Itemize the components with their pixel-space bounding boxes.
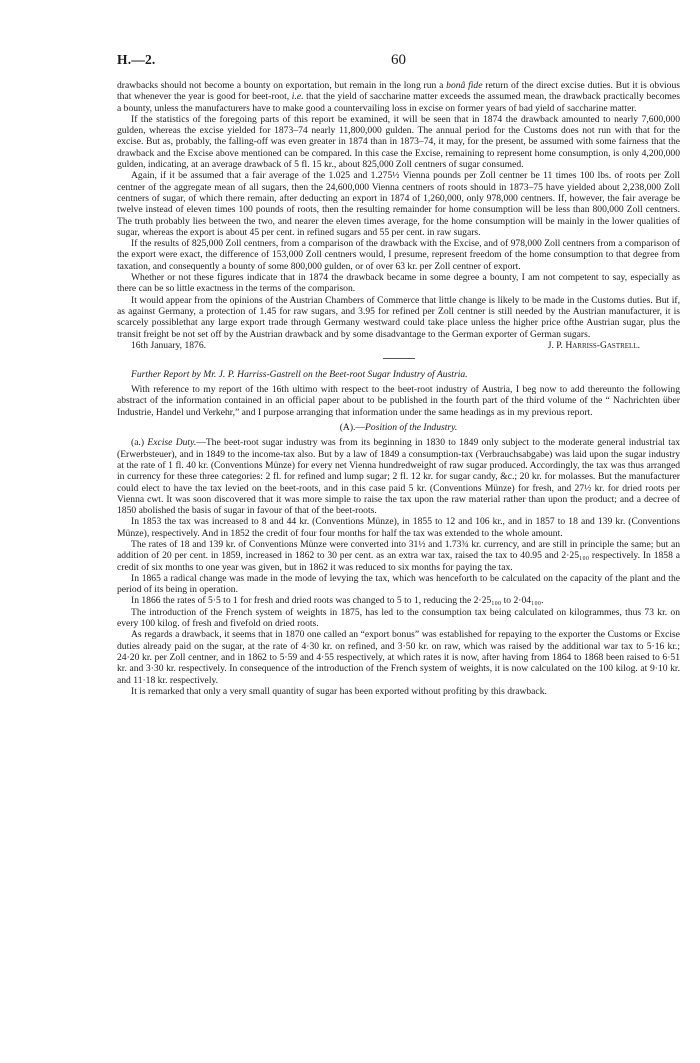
paragraph: If the statistics of the foregoing parts of this report be examined, it will be seen that in 1874 the drawback amounted to nearly 7,600,000 gulden, whereas the excise yielded for 1873–74 nearly 11,800,000 gulden. The annual period for the Customs does not run with that for the excise. But as, probably, the falling-off was even greater in 1874 than in 1873–74, it may, for the present, be assumed with some fairness that the drawback and the Excise above mentioned can be compared. In this case the Excise, remaining to represent home consumption, is only 4,200,000 gulden, indicating, at an average drawback of 5 fl. 15 kr., about 825,000 Zoll centners of sugar consumed. — [117, 113, 680, 171]
paragraph: In 1865 a radical change was made in the mode of levying the tax, which was henceforth to be calculated on the capacity of the plant and the period of its being in operation. — [117, 572, 680, 596]
header-reference: H.—2. — [117, 52, 156, 67]
document-page — [117, 52, 680, 697]
page-header — [117, 52, 680, 70]
section-heading: (A).—Position of the Industry. — [339, 422, 458, 434]
paragraph: If the results of 825,000 Zoll centners, from a comparison of the drawback with the Excise, and of 978,000 Zoll centners from a comparison of the export were exact, the difference of 153,000 Zoll centners would, I presume, represent freedom of the home consumption to that degree from taxation, and consequently a bounty of some 800,000 gulden, or of over 63 kr. per Zoll centner of export. — [117, 238, 680, 272]
paragraph: drawbacks should not become a bounty on exportation, but remain in the long run a bonâ fide return of the direct excise duties. But it is obvious that whenever the year is good for beet-root, i.e. that the yield of saccharine matter exceeds the assumed mean, the drawback practically becomes a bounty, unless the manufacturers have to make good a countervailing loss in excise on former years of bad yield of saccharine matter. — [117, 80, 680, 114]
further-report-title: Further Report by Mr. J. P. Harriss-Gastrell on the Beet-root Sugar Industry of Austria. — [131, 368, 468, 380]
paragraph: It would appear from the opinions of the Austrian Chambers of Commerce that little change is likely to be made in the Customs duties. But if, as against Germany, a protection of 1.45 for raw sugars, and 3.95 for refined per Zoll centner is still needed by the Austrian manufacturer, it is scarcely possiblethat any large export trade through Germany westward could take place unless the higher price ofthe Austrian sugar, plus the transit freight be not set off by the Austrian drawback and by some disadvantage to the German exporter of German sugars. — [117, 294, 680, 340]
signature-date: 16th January, 1876. — [131, 339, 207, 351]
paragraph: With reference to my report of the 16th ultimo with respect to the beet-root industry of Austria, I beg now to add thereunto the following abstract of the information contained in an official paper about to be published in the fourth part of the third volume of the “ Nachrichten über Industrie, Handel und Verkehr,” and I purpose arranging that information under the same headings as in my previous report. — [117, 384, 680, 418]
paragraph-excise-duty: (a.) Excise Duty.—The beet-root sugar industry was from its beginning in 1830 to 1849 only subject to the moderate general industrial tax (Erwerbsteuer), and in 1849 to the income-tax also. But by a law of 1849 a consumption-tax (Verbrauchsabgabe) was laid upon the sugar industry at the rate of 1 fl. 40 kr. (Conventions Münze) for every net Vienna hundredweight of raw sugar produced. Accordingly, the tax was thus arranged in currency for these three categories: 2 fl. for refined and lump sugar; 2 fl. 12 kr. for sugar candy, &c.; 20 kr. for molasses. But the manufacturer could elect to have the tax levied on the beet-roots, and in this case paid 5 kr. (Conventions Münze) for fresh, and 27½ kr. for dried roots per Vienna cwt. It was soon discovered that it was more simple to raise the tax upon the raw material rather than upon the product; and a decree of 1850 abolished the basis of sugar in favour of that of the beet-roots. — [117, 437, 680, 517]
signature-name: J. P. Harriss-Gastrell. — [547, 339, 640, 351]
paragraph: Again, if it be assumed that a fair average of the 1.025 and 1.275½ Vienna pounds per Zoll centner be 11 times 100 lbs. of roots per Zoll centner of the aggregate mean of all sugars, then the 24,600,000 Vienna centners of roots should in 1873–75 have yielded about 2,238,000 Zoll centners of sugar, of which there remain, after deducting an export in 1874 of 1,260,000, only 978,000 centners. If, however, the fair average be twelve instead of eleven times 100 pounds of roots, then the resulting remainder for home consumption will be less than 800,000 Zoll centners. The truth probably lies between the two, and nearer the eleven times average, for the home consumption will be mainly in the lower qualities of sugar, whereas the export is about 45 per cent. in refined sugars and 55 per cent. in raw sugars. — [117, 170, 680, 238]
signature-block — [117, 340, 680, 352]
excise-duty-heading: Excise Duty. — [147, 437, 197, 449]
paragraph: In 1866 the rates of 5·5 to 1 for fresh and dried roots was changed to 5 to 1, reducing the 2·25₁₀₀ to 2·04₁₀₀. — [131, 595, 544, 607]
paragraph: Whether or not these figures indicate that in 1874 the drawback became in some degree a bounty, I am not competent to say, especially as there can be so little exactness in the terms of the comparison. — [117, 272, 680, 295]
paragraph: As regards a drawback, it seems that in 1870 one called an “export bonus” was established for repaying to the exporter the Customs or Excise duties already paid on the sugar, at the rate of 4·30 kr. on refined, and 3·50 kr. on raw, which was raised by the additional war tax to 5·16 kr.; 24·20 kr. per Zoll centner, and in 1862 to 5·59 and 4·55 respectively, at which rates it is now, after having from 1864 to 1868 been raised to 6·51 kr. and 3·30 kr. respectively. In consequence of the introduction of the French system of weights, it is now calculated on the 100 kilog. at 9·10 kr. and 11·18 kr. respectively. — [117, 629, 680, 686]
paragraph: It is remarked that only a very small quantity of sugar has been exported without profiting by this drawback. — [131, 685, 547, 697]
paragraph: The introduction of the French system of weights in 1875, has led to the consumption tax being calculated on kilogrammes, thus 73 kr. on every 100 kilog. of fresh and fivefold on dried roots. — [117, 606, 680, 630]
paragraph: The rates of 18 and 139 kr. of Conventions Münze were converted into 31½ and 1.73¾ kr. currency, and are still in principle the same; but an addition of 20 per cent. in 1859, increased in 1862 to 30 per cent. as an extra war tax, raised the tax to 40.95 and 2·25₁₀₀ respectively. In 1858 a credit of six months to one year was given, but in 1862 it was reduced to six months for paying the tax. — [117, 538, 680, 573]
section-divider — [383, 358, 415, 359]
paragraph: In 1853 the tax was increased to 8 and 44 kr. (Conventions Münze), in 1855 to 12 and 106 kr., and in 1857 to 18 and 139 kr. (Conventions Münze), respectively. And in 1852 the credit of four four months for half the tax was extended to the whole amount. — [117, 516, 680, 539]
page-number: 60 — [391, 52, 406, 68]
